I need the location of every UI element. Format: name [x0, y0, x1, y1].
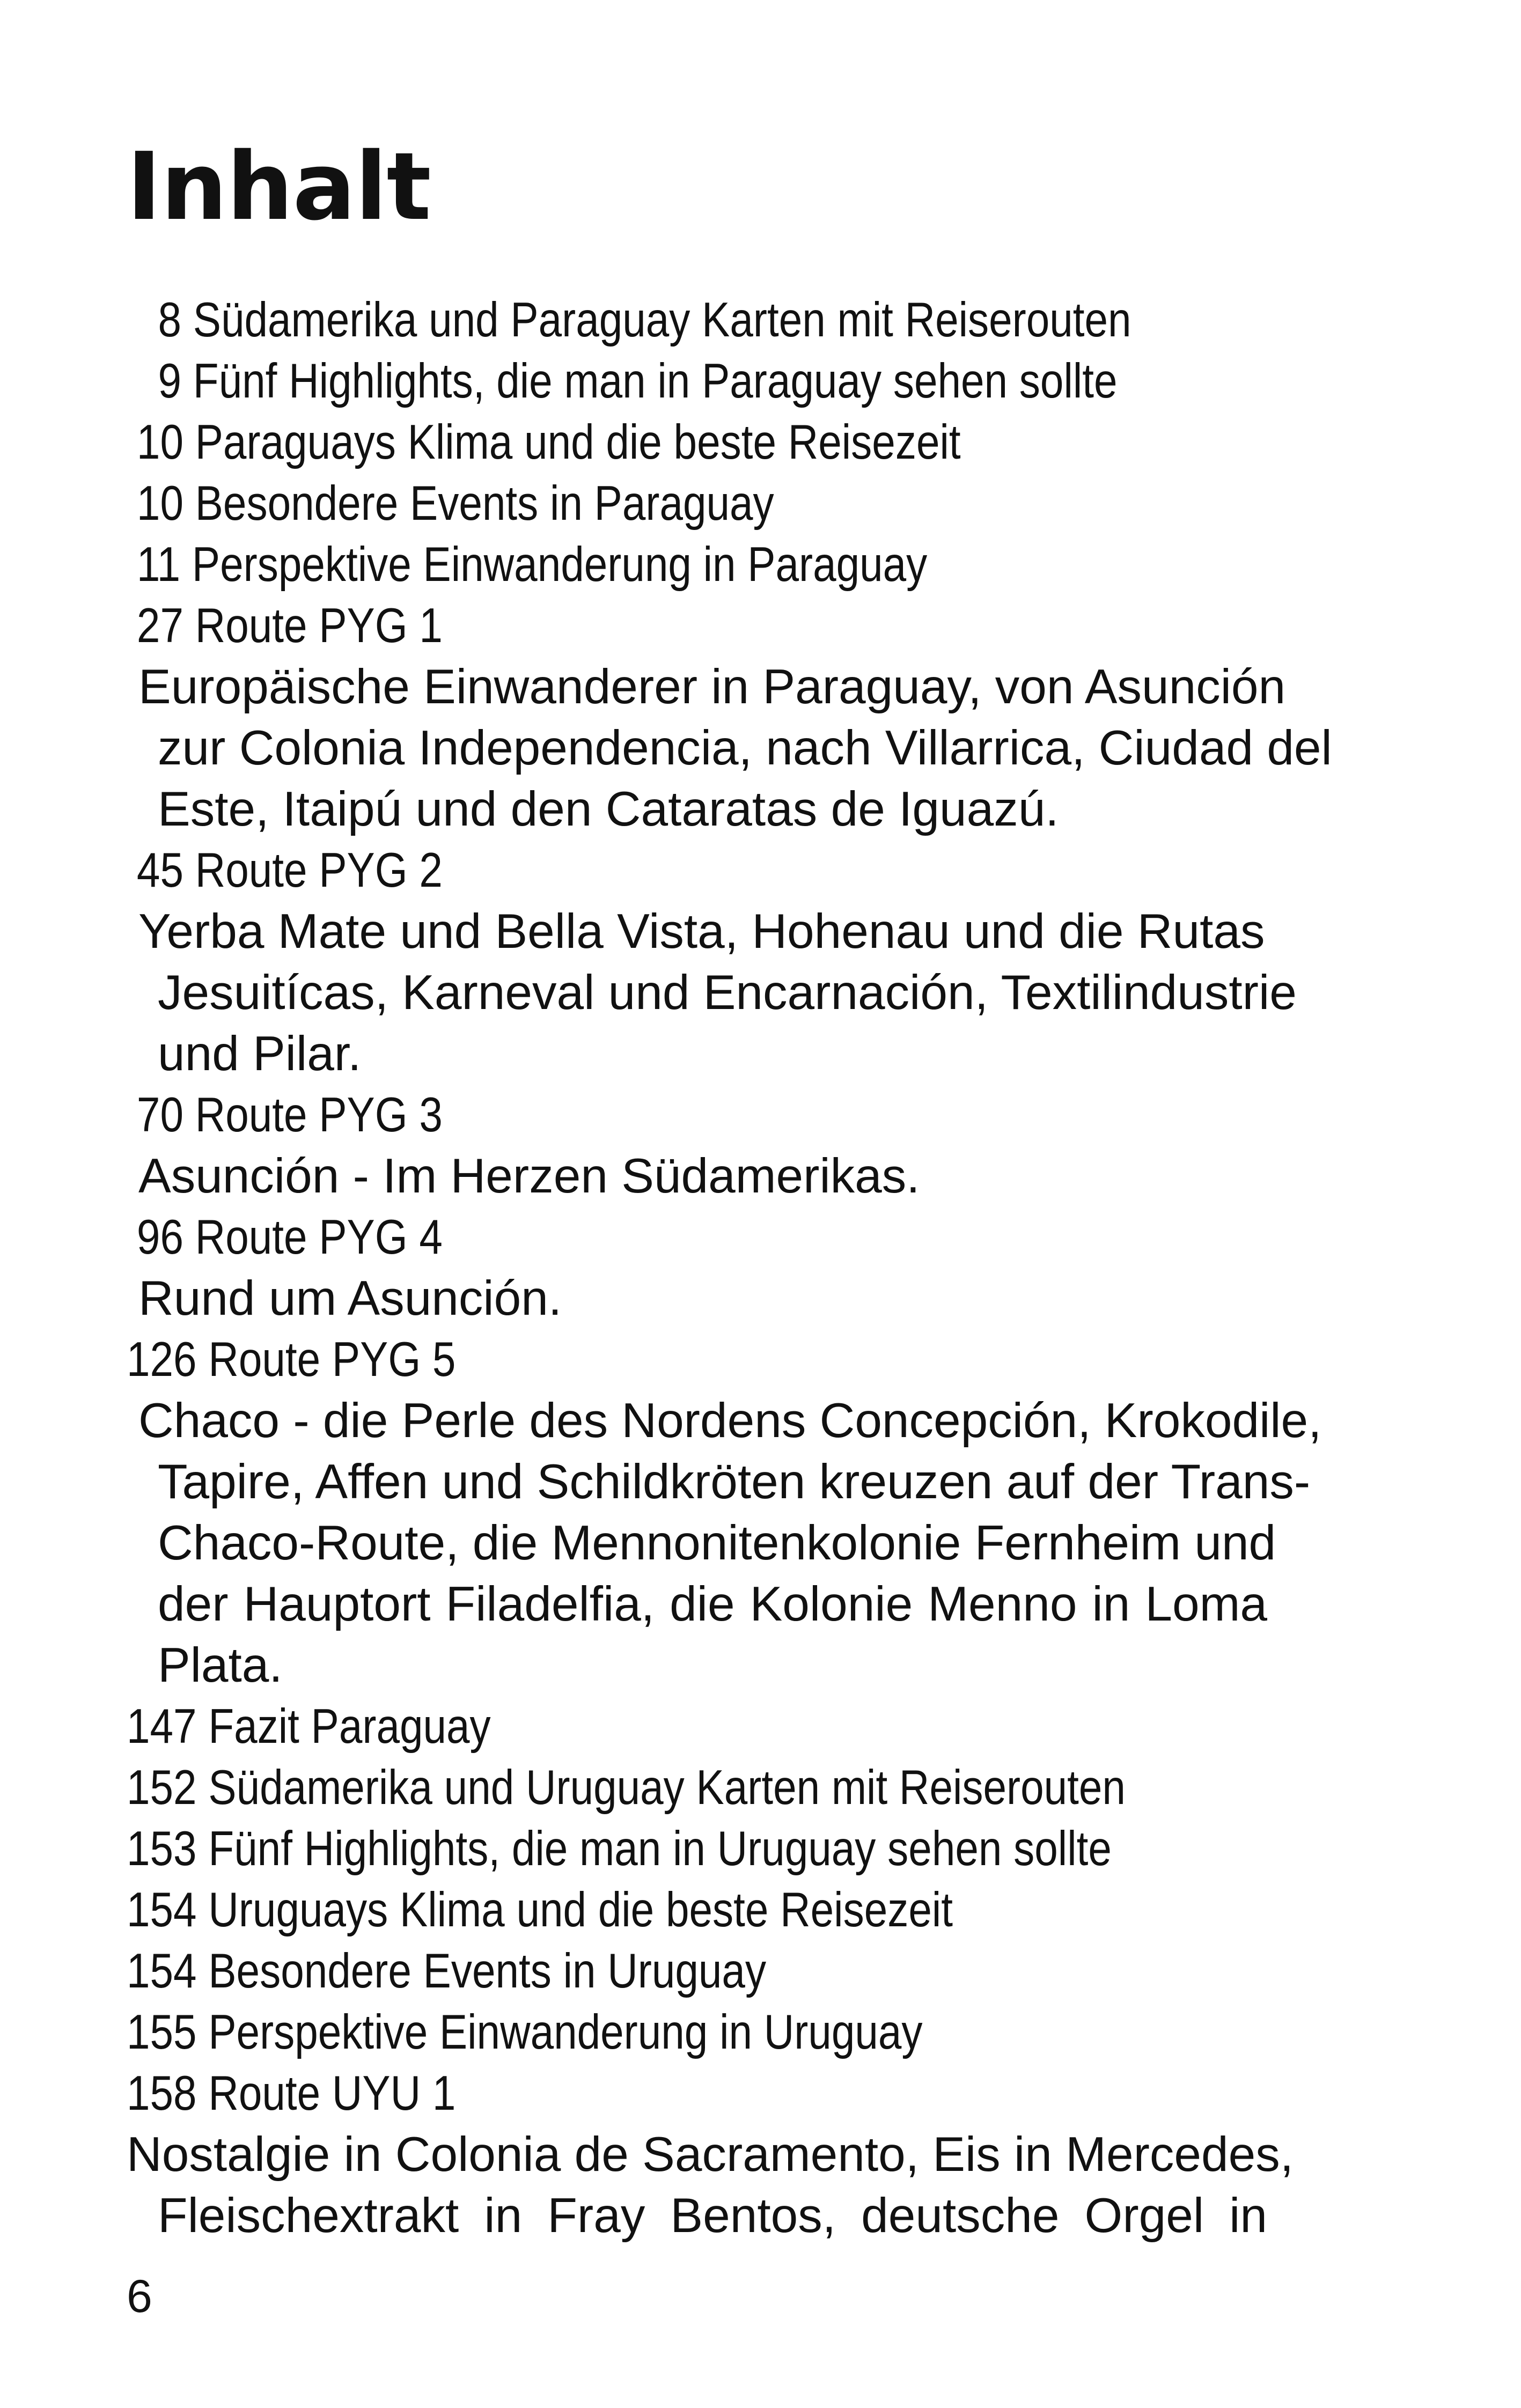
toc-entry-title: Route PYG 2 — [195, 843, 443, 897]
toc-entry-title: Fünf Highlights, die man in Uruguay sehen sollte — [208, 1822, 1112, 1876]
toc-entry — [127, 412, 1097, 473]
toc-entry-title: Route PYG 5 — [208, 1332, 456, 1387]
route-description-line: Asunción - Im Herzen Südamerikas. — [138, 1149, 920, 1203]
toc-page-number: 27 — [136, 599, 183, 653]
route-description-line: Plata. — [158, 1638, 283, 1692]
toc-entry-title: Südamerika und Paraguay Karten mit Reiserouten — [193, 293, 1131, 347]
toc-entry — [127, 595, 1097, 657]
toc-entry — [127, 1880, 1097, 1941]
toc-entry-title: Uruguays Klima und die beste Reisezeit — [208, 1883, 953, 1937]
route-description-line: und Pilar. — [158, 1027, 362, 1081]
table-of-contents — [127, 290, 1332, 2247]
page-title: Inhalt — [127, 132, 431, 241]
toc-page-number: 158 — [127, 2066, 197, 2120]
toc-entry — [127, 1207, 1097, 1268]
route-description-line: Chaco-Route, die Mennonitenkolonie Fernheim und — [158, 1516, 1276, 1570]
route-description-line: Tapire, Affen und Schildkröten kreuzen auf der Trans- — [158, 1455, 1311, 1509]
route-description-line: Chaco - die Perle des Nordens Concepción, Krokodile, — [138, 1394, 1322, 1448]
toc-entry — [127, 1757, 1126, 1818]
toc-entry-title: Besondere Events in Paraguay — [195, 476, 774, 531]
toc-entry-title: Fünf Highlights, die man in Paraguay sehen sollte — [193, 354, 1118, 408]
toc-entry-title: Perspektive Einwanderung in Uruguay — [208, 2005, 923, 2059]
toc-page-number: 154 — [127, 1944, 197, 1998]
page-number: 6 — [127, 2271, 152, 2322]
toc-entry-title: Südamerika und Uruguay Karten mit Reiserouten — [208, 1761, 1126, 1815]
toc-page-number: 8 — [158, 293, 182, 347]
toc-page-number: 96 — [136, 1210, 183, 1264]
toc-entry — [127, 534, 1097, 595]
toc-entry — [127, 2063, 1097, 2124]
toc-entry-title: Route UYU 1 — [208, 2066, 456, 2120]
toc-page-number: 154 — [127, 1883, 197, 1937]
toc-entry-title: Paraguays Klima und die beste Reisezeit — [195, 415, 961, 469]
toc-page-number: 45 — [136, 843, 183, 897]
route-description-line: Este, Itaipú und den Cataratas de Iguazú. — [158, 782, 1059, 836]
toc-page-number: 10 — [136, 415, 183, 469]
toc-entry-title: Fazit Paraguay — [208, 1699, 491, 1754]
toc-page-number: 9 — [158, 354, 182, 408]
route-description-line: Yerba Mate und Bella Vista, Hohenau und die Rutas — [138, 904, 1265, 959]
toc-entry-title: Perspektive Einwanderung in Paraguay — [192, 537, 928, 592]
toc-entry-title: Route PYG 1 — [195, 599, 443, 653]
toc-entry — [127, 1941, 1097, 2002]
route-description-line: der Hauptort Filadelfia, die Kolonie Menno in Loma — [158, 1577, 1267, 1631]
toc-entry — [127, 1818, 1112, 1880]
route-description-line: Rund um Asunción. — [138, 1271, 562, 1325]
route-description-line: Europäische Einwanderer in Paraguay, von Asunción — [138, 660, 1286, 714]
toc-entry — [127, 1085, 1097, 1146]
toc-page-number: 70 — [136, 1088, 183, 1142]
toc-entry — [127, 473, 1097, 534]
toc-entry — [127, 1329, 1097, 1390]
toc-page-number: 153 — [127, 1822, 197, 1876]
toc-page-number: 11 — [136, 537, 181, 592]
toc-entry — [127, 2002, 1097, 2063]
toc-entry-title: Besondere Events in Uruguay — [208, 1944, 767, 1998]
route-description-line: Jesuitícas, Karneval und Encarnación, Textilindustrie — [158, 966, 1297, 1020]
route-description-line: Nostalgie in Colonia de Sacramento, Eis in Mercedes, — [127, 2127, 1294, 2182]
toc-entry-title: Route PYG 4 — [195, 1210, 443, 1264]
toc-page-number: 155 — [127, 2005, 197, 2059]
route-description-line: zur Colonia Independencia, nach Villarrica, Ciudad del — [158, 721, 1332, 775]
toc-page-number: 152 — [127, 1761, 197, 1815]
toc-entry-title: Route PYG 3 — [195, 1088, 443, 1142]
toc-page-number: 147 — [127, 1699, 197, 1754]
toc-entry — [127, 1696, 1097, 1757]
route-description-line: Fleischextrakt in Fray Bentos, deutsche Orgel in — [158, 2189, 1267, 2243]
toc-page-number: 10 — [136, 476, 183, 531]
toc-entry — [127, 840, 1097, 901]
toc-entry — [127, 351, 1118, 412]
toc-entry — [127, 290, 1131, 351]
toc-page-number: 126 — [127, 1332, 197, 1387]
